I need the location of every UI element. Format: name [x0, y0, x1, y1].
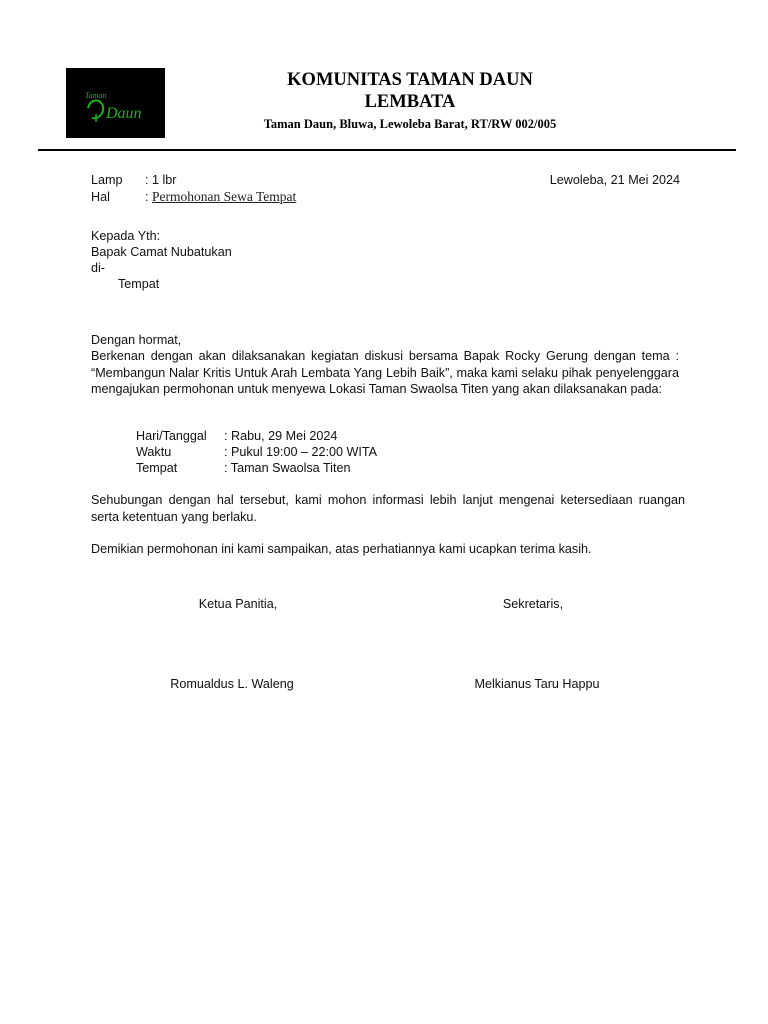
- svg-text:Taman: Taman: [85, 91, 107, 100]
- community-logo: [66, 68, 165, 138]
- recipient-place: Tempat: [118, 277, 160, 291]
- paragraph-closing: Demikian permohonan ini kami sampaikan, atas perhatiannya kami ucapkan terima kasih.: [91, 542, 592, 556]
- attachment-value: : 1 lbr: [145, 173, 177, 187]
- letterhead-divider: [38, 149, 736, 151]
- recipient-name: Bapak Camat Nubatukan: [91, 245, 232, 259]
- paragraph-intro: Berkenan dengan akan dilaksanakan kegiatan diskusi bersama Bapak Rocky Gerung dengan tema : “Membangun Nalar Kritis Untuk Arah Lembata Yang Lebih Baik”, maka kami selaku pihak penyelenggara mengajukan permohonan untuk menyewa Lokasi Taman Swaolsa Titen yang akan dilaksanakan pada:: [91, 349, 679, 396]
- subject-colon: :: [145, 190, 149, 204]
- leaf-logo-icon: [66, 68, 165, 138]
- subject-line: [145, 189, 296, 205]
- place-date: Lewoleba, 21 Mei 2024: [549, 173, 680, 187]
- organization-region: LEMBATA: [364, 92, 456, 112]
- signature-right-name: Melkianus Taru Happu: [474, 677, 600, 691]
- detail-date-label: Hari/Tanggal: [136, 429, 207, 443]
- organization-name: KOMUNITAS TAMAN DAUN: [287, 70, 533, 90]
- subject-label: Hal: [91, 190, 110, 204]
- paragraph-request: Sehubungan dengan hal tersebut, kami mohon informasi lebih lanjut mengenai ketersediaan ruangan serta ketentuan yang berlaku.: [91, 493, 685, 524]
- signature-left-title: Ketua Panitia,: [198, 597, 278, 611]
- recipient-salutation: Kepada Yth:: [91, 229, 161, 243]
- detail-place-label: Tempat: [136, 461, 178, 475]
- detail-time-label: Waktu: [136, 445, 172, 459]
- detail-place-value: : Taman Swaolsa Titen: [224, 461, 351, 475]
- svg-text:Daun: Daun: [106, 105, 142, 122]
- signature-right-title: Sekretaris,: [502, 597, 564, 611]
- greeting: Dengan hormat,: [91, 333, 182, 347]
- recipient-at: di-: [91, 261, 105, 275]
- organization-address: Taman Daun, Bluwa, Lewoleba Barat, RT/RW 002/005: [263, 117, 557, 131]
- signature-left-name: Romualdus L. Waleng: [170, 677, 294, 691]
- detail-date-value: : Rabu, 29 Mei 2024: [224, 429, 338, 443]
- attachment-label: Lamp: [91, 173, 123, 187]
- subject-value: Permohonan Sewa Tempat: [152, 189, 297, 204]
- detail-time-value: : Pukul 19:00 – 22:00 WITA: [224, 445, 378, 459]
